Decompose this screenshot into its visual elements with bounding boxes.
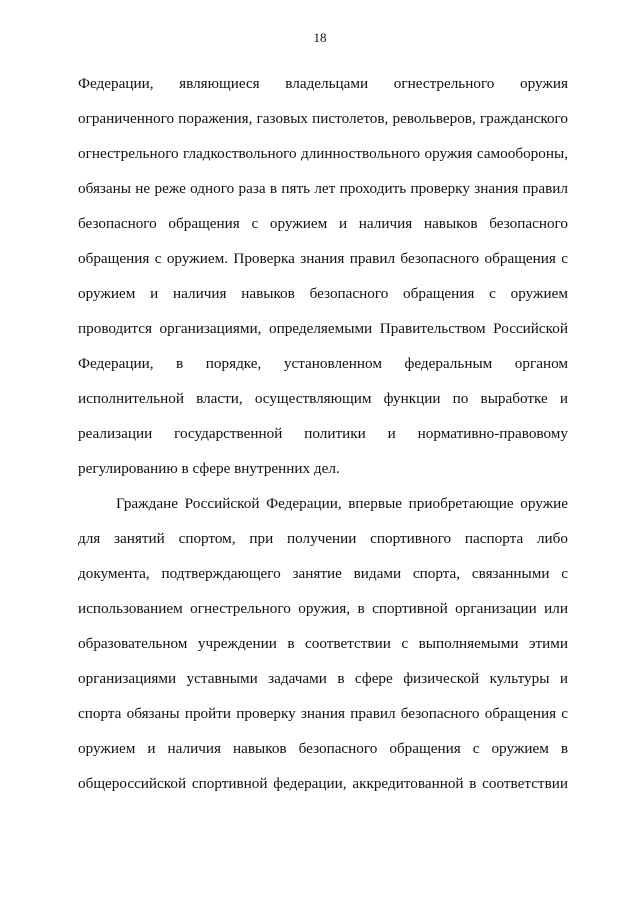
paragraph-1 [78, 66, 568, 486]
text-line: оружием и наличия навыков безопасного обращения с оружием в [78, 740, 568, 757]
text-line: исполнительной власти, осуществляющим функции по выработке и [78, 390, 568, 407]
text-line: общероссийской спортивной федерации, аккредитованной в соответствии [78, 775, 568, 792]
page-number: 18 [313, 30, 327, 45]
text-line: образовательном учреждении в соответствии с выполняемыми этими [78, 635, 568, 652]
text-line: Федерации, являющиеся владельцами огнестрельного оружия [78, 75, 568, 92]
text-line: использованием огнестрельного оружия, в спортивной организации или [78, 600, 568, 617]
text-line: Федерации, в порядке, установленном федеральным органом [78, 355, 568, 372]
text-line: организациями уставными задачами в сфере физической культуры и [78, 670, 568, 687]
text-line: документа, подтверждающего занятие видами спорта, связанными с [78, 565, 568, 582]
text-line: ограниченного поражения, газовых пистолетов, револьверов, гражданского [78, 110, 568, 127]
text-line: регулированию в сфере внутренних дел. [78, 460, 340, 477]
text-line: для занятий спортом, при получении спортивного паспорта либо [78, 530, 568, 547]
text-line: оружием и наличия навыков безопасного обращения с оружием [78, 285, 568, 302]
text-line: Граждане Российской Федерации, впервые приобретающие оружие [116, 495, 568, 512]
text-line: реализации государственной политики и нормативно-правовому [78, 425, 568, 442]
paragraph-2 [78, 486, 568, 801]
text-line: обязаны не реже одного раза в пять лет проходить проверку знания правил [78, 180, 568, 197]
text-line: безопасного обращения с оружием и наличия навыков безопасного [78, 215, 568, 232]
text-line: спорта обязаны пройти проверку знания правил безопасного обращения с [78, 705, 568, 722]
text-line: обращения с оружием. Проверка знания правил безопасного обращения с [78, 250, 568, 267]
text-line: проводится организациями, определяемыми Правительством Российской [78, 320, 568, 337]
text-line: огнестрельного гладкоствольного длинноствольного оружия самообороны, [78, 145, 568, 162]
